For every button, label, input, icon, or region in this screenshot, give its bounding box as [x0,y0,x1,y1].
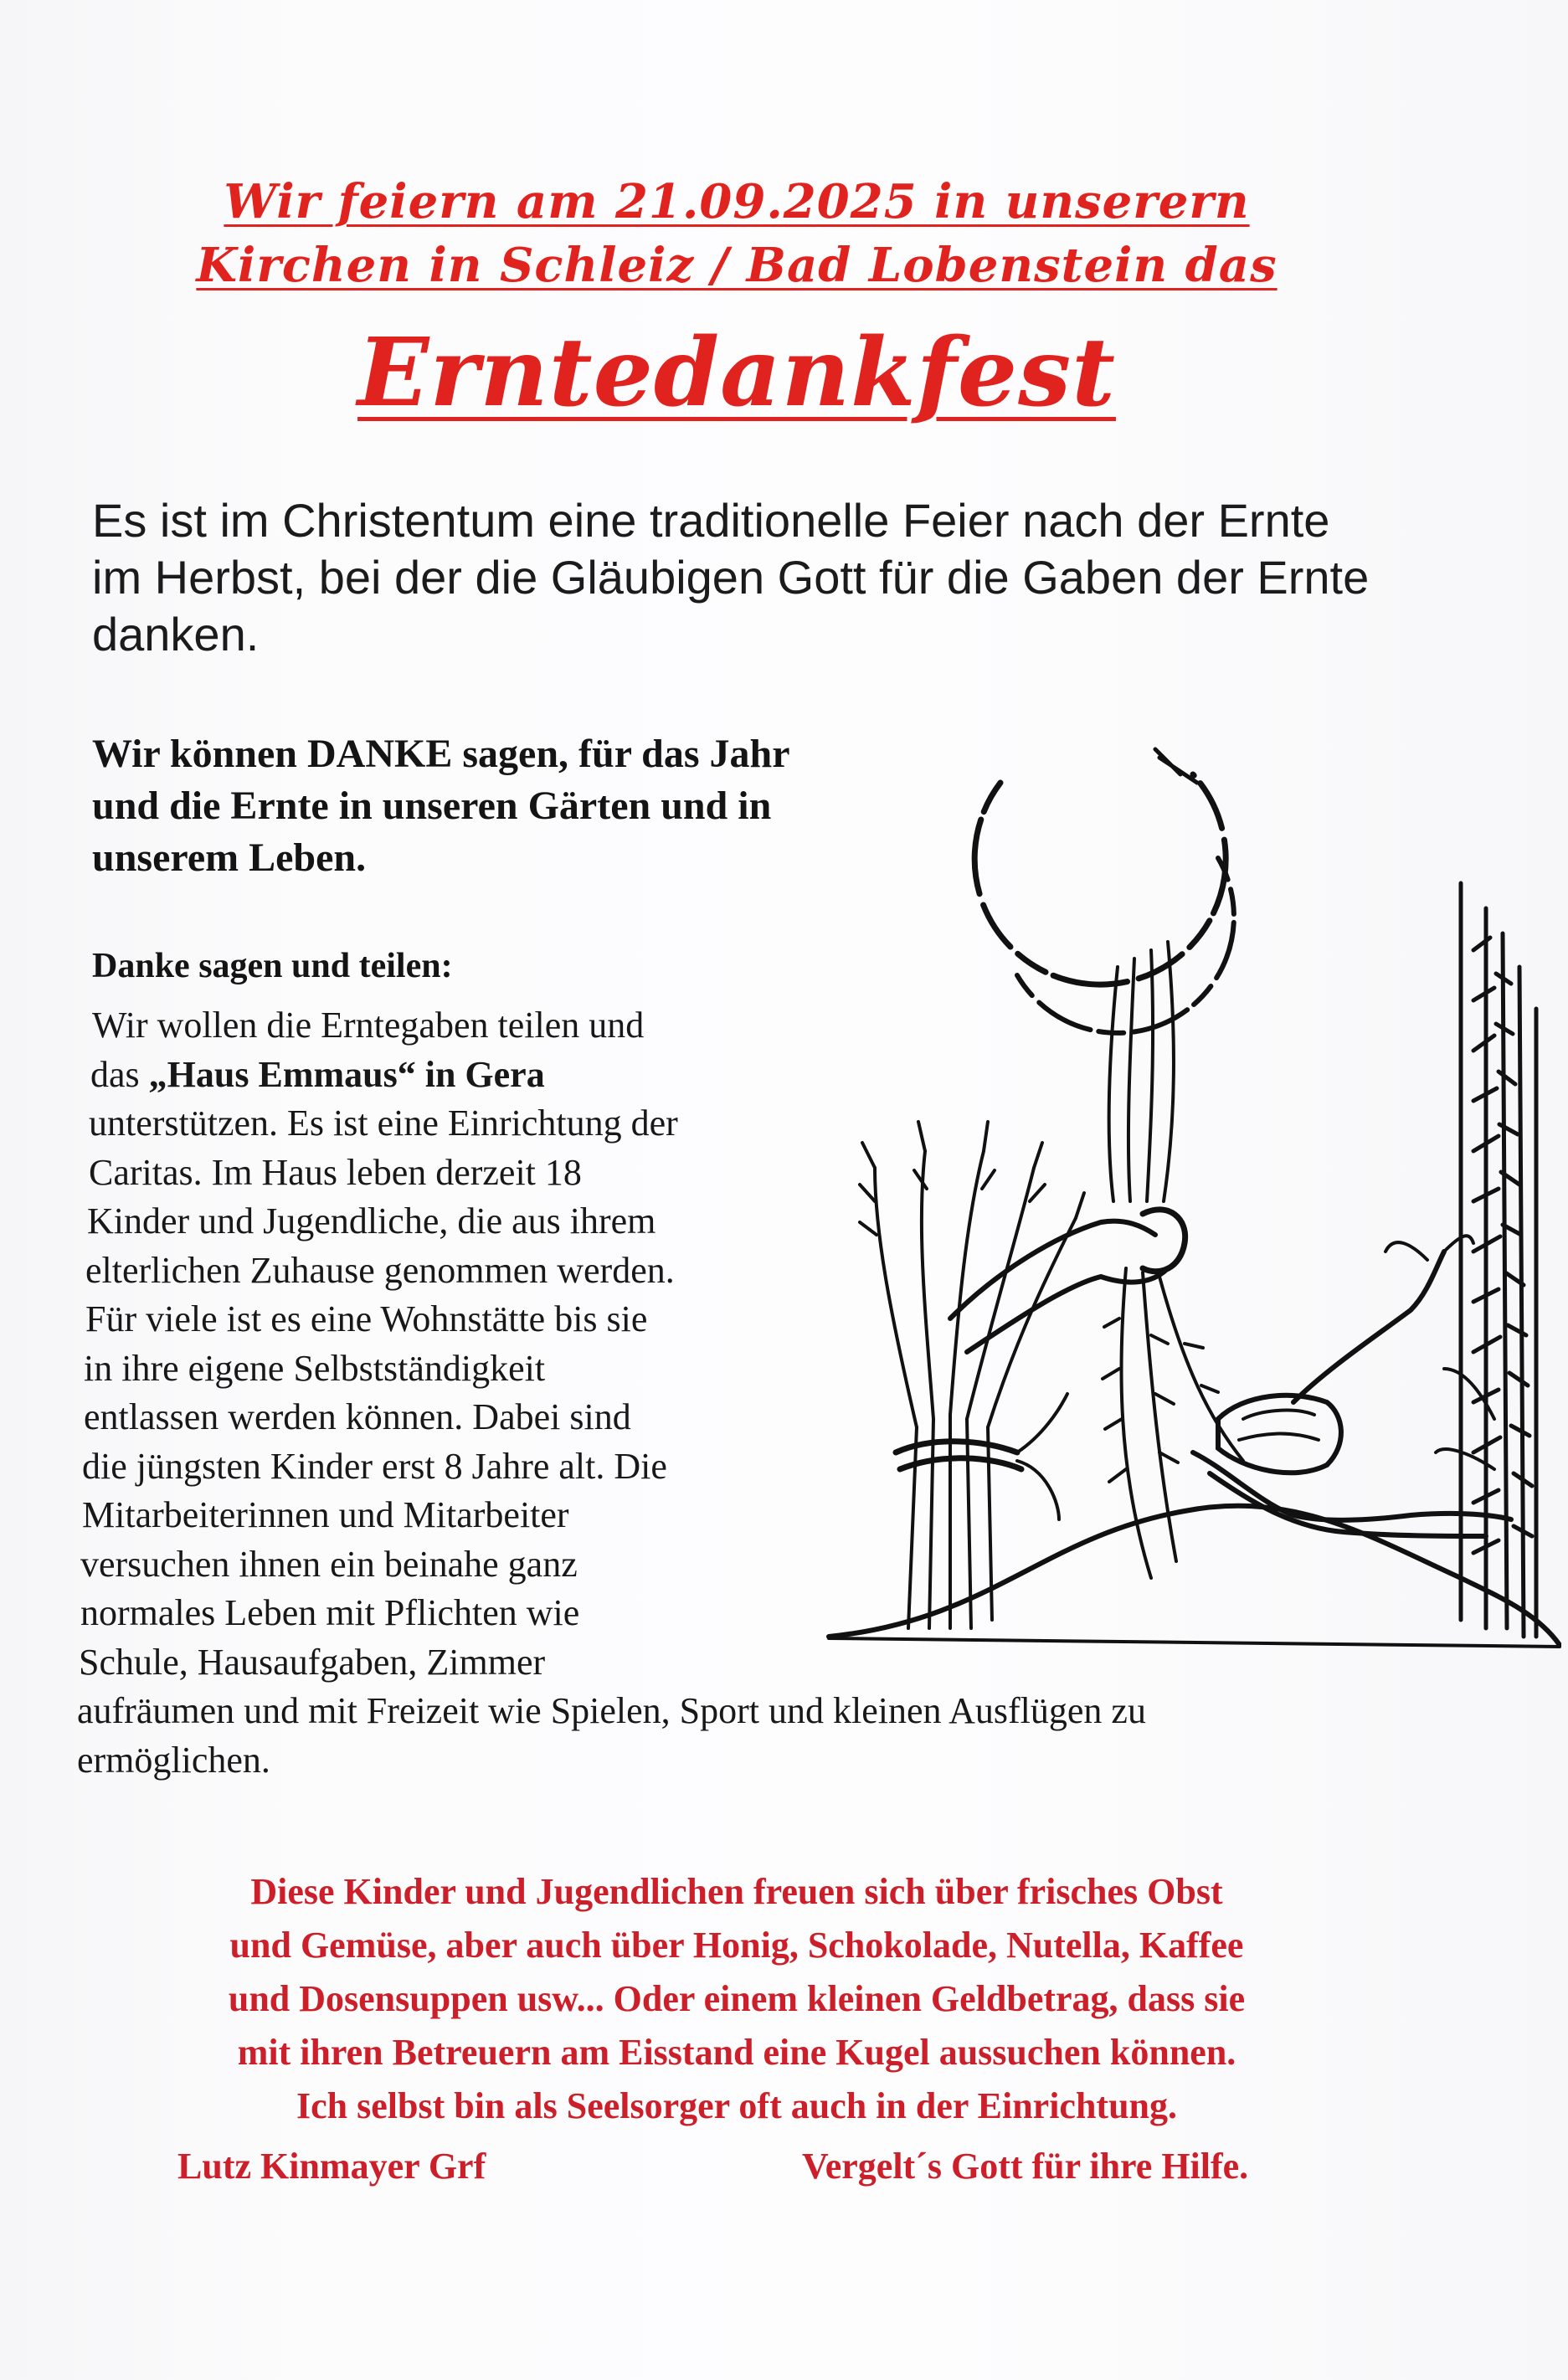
appeal-paragraph [84,1865,1390,2133]
section-heading: Danke sagen und teilen: [92,947,453,985]
body-line: Mitarbeiterinnen und Mitarbeiter [82,1494,569,1535]
body-line: elterlichen Zuhause genommen werden. [85,1249,675,1291]
body-line: in ihre eigene Selbstständigkeit [84,1347,546,1389]
body-line: Kinder und Jugendliche, die aus ihrem [87,1200,656,1241]
body-line: Caritas. Im Haus leben derzeit 18 [89,1151,582,1193]
body-line: versuchen ihnen ein beinahe ganz [80,1543,578,1585]
wheat-sheaf-icon [860,1122,1084,1628]
appeal-line: Diese Kinder und Jugendlichen freuen sich über frisches Obst [250,1871,1223,1912]
body-line: die jüngsten Kinder erst 8 Jahre alt. Die [82,1445,667,1487]
hand-with-grain-icon [950,942,1243,1578]
sun-icon [974,749,1234,1033]
hill-line [829,1506,1560,1645]
header-line-1: Wir feiern am 21.09.2025 in unserern [224,174,1250,229]
signature-name: Lutz Kinmayer Grf [177,2146,486,2187]
tall-grass-icon [1436,883,1536,1637]
haus-emmaus-name: „Haus Emmaus“ in Gera [148,1053,545,1095]
body-line: entlassen werden können. Dabei sind [84,1396,631,1437]
body-line: das „Haus Emmaus“ in Gera [90,1053,545,1095]
body-line: Für viele ist es eine Wohnstätte bis sie [85,1298,648,1339]
body-line: normales Leben mit Pflichten wie [80,1592,580,1633]
appeal-line: Ich selbst bin als Seelsorger oft auch in der Einrichtung. [296,2085,1178,2126]
appeal-line: und Gemüse, aber auch über Honig, Schokolade, Nutella, Kaffee [229,1925,1244,1966]
danke-paragraph: Wir können DANKE sagen, für das Jahr und die Ernte in unseren Gärten und in unserem Leben. [92,732,789,880]
body-line: ermöglichen. [77,1739,270,1781]
appeal-line: und Dosensuppen usw... Oder einem kleinen Geldbetrag, dass sie [228,1978,1246,2019]
thanks-line: Vergelt´s Gott für ihre Hilfe. [802,2146,1249,2187]
body-line: aufräumen und mit Freizeit wie Spielen, Sport und kleinen Ausflügen zu [77,1690,1146,1731]
bread-in-hand-icon [1193,1236,1511,1536]
intro-paragraph: Es ist im Christentum eine traditionelle Feier nach der Ernte im Herbst, bei der die Gläubigen Gott für die Gaben der Ernte danken. [92,494,1370,661]
harvest-illustration [825,733,1561,1666]
body-line: unterstützen. Es ist eine Einrichtung der [89,1103,678,1144]
body-line: Wir wollen die Erntegaben teilen und [92,1005,645,1046]
page-title: Erntedankfest [357,318,1116,428]
body-line: Schule, Hausaufgaben, Zimmer [79,1641,546,1683]
appeal-line: mit ihren Betreuern am Eisstand eine Kugel aussuchen können. [237,2032,1236,2073]
header-line-2: Kirchen in Schleiz / Bad Lobenstein das [196,238,1278,293]
